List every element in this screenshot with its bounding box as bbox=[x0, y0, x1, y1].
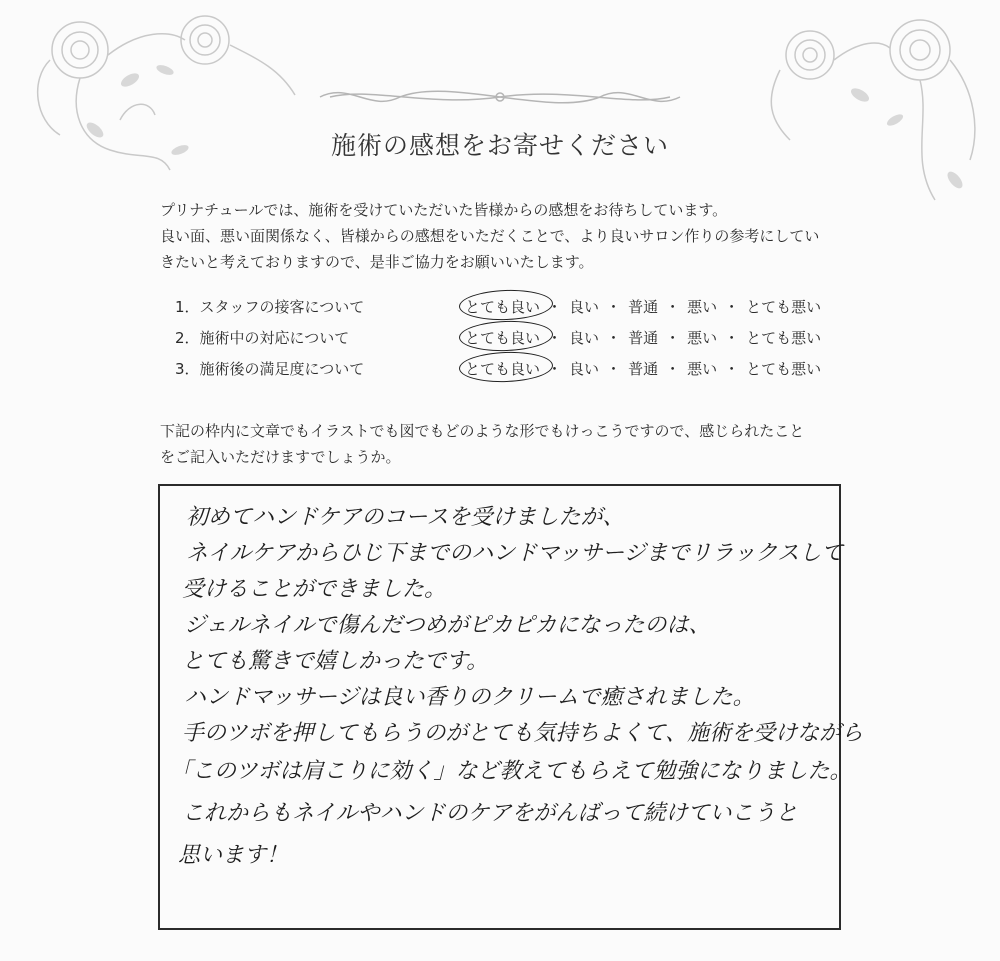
option-average[interactable]: 普通 bbox=[628, 298, 659, 316]
page-title: 施術の感想をお寄せください bbox=[330, 131, 669, 160]
question-row bbox=[175, 358, 835, 389]
handwritten-line: 初めてハンドケアのコースを受けましたが、 bbox=[186, 505, 625, 530]
option-very-good[interactable]: とても良い bbox=[465, 296, 540, 317]
rating-questions bbox=[175, 296, 835, 389]
question-row bbox=[175, 296, 835, 327]
question-label: 3．施術後の満足度について bbox=[175, 360, 365, 378]
question-row bbox=[175, 327, 835, 358]
rose-ornament-left-icon bbox=[20, 0, 300, 200]
handwritten-line: 思います！ bbox=[178, 843, 289, 868]
question-label: 1．スタッフの接客について bbox=[175, 298, 365, 316]
handwritten-line: これからもネイルやハンドのケアをがんばって続けていこうと bbox=[182, 801, 798, 826]
instruction-text bbox=[160, 418, 804, 470]
intro-text bbox=[160, 197, 819, 275]
option-bad[interactable]: 悪い bbox=[687, 329, 718, 347]
comment-box[interactable] bbox=[158, 484, 864, 930]
option-very-good[interactable]: とても良い bbox=[465, 358, 540, 379]
option-very-bad[interactable]: とても悪い bbox=[746, 360, 822, 378]
handwritten-line: ジェルネイルで傷んだつめがピカピカになったのは、 bbox=[184, 613, 711, 638]
option-very-bad[interactable]: とても悪い bbox=[746, 329, 822, 347]
handwritten-line: とても驚きで嬉しかったです。 bbox=[182, 649, 489, 674]
handwritten-line: 受けることができました。 bbox=[182, 577, 447, 602]
rose-ornament-right-icon bbox=[760, 0, 990, 230]
option-average[interactable]: 普通 bbox=[628, 360, 659, 378]
handwritten-line: ネイルケアからひじ下までのハンドマッサージまでリラックスして bbox=[186, 541, 844, 566]
option-average[interactable]: 普通 bbox=[628, 329, 659, 347]
option-good[interactable]: 良い bbox=[569, 360, 600, 378]
option-bad[interactable]: 悪い bbox=[687, 298, 718, 316]
title-flourish-icon bbox=[310, 82, 690, 112]
option-very-bad[interactable]: とても悪い bbox=[746, 298, 822, 316]
handwritten-line: 手のツボを押してもらうのがとても気持ちよくて、施術を受けながら bbox=[182, 721, 864, 746]
handwritten-line: ハンドマッサージは良い香りのクリームで癒されました。 bbox=[184, 685, 755, 710]
rating-scale: とても良い ・ 良い ・ 普通 ・ 悪い ・ とても悪い bbox=[465, 358, 821, 379]
intro-line: プリナチュールでは、施術を受けていただいた皆様からの感想をお待ちしています。 bbox=[160, 201, 728, 219]
handwritten-line: 「このツボは肩こりに効く」など教えてもらえて勉強になりました。 bbox=[170, 759, 852, 784]
rating-scale: とても良い ・ 良い ・ 普通 ・ 悪い ・ とても悪い bbox=[465, 327, 821, 348]
intro-line: きたいと考えておりますので、是非ご協力をお願いいたします。 bbox=[160, 253, 594, 271]
question-label: 2．施術中の対応について bbox=[175, 329, 350, 347]
intro-line: 良い面、悪い面関係なく、皆様からの感想をいただくことで、より良いサロン作りの参考にしてい bbox=[160, 227, 820, 245]
rating-scale: とても良い ・ 良い ・ 普通 ・ 悪い ・ とても悪い bbox=[465, 296, 821, 317]
option-very-good[interactable]: とても良い bbox=[465, 327, 540, 348]
instruction-line: 下記の枠内に文章でもイラストでも図でもどのような形でもけっこうですので、感じられたこと bbox=[160, 422, 805, 440]
option-bad[interactable]: 悪い bbox=[687, 360, 718, 378]
option-good[interactable]: 良い bbox=[569, 329, 600, 347]
instruction-line: をご記入いただけますでしょうか。 bbox=[160, 448, 401, 466]
option-good[interactable]: 良い bbox=[569, 298, 600, 316]
